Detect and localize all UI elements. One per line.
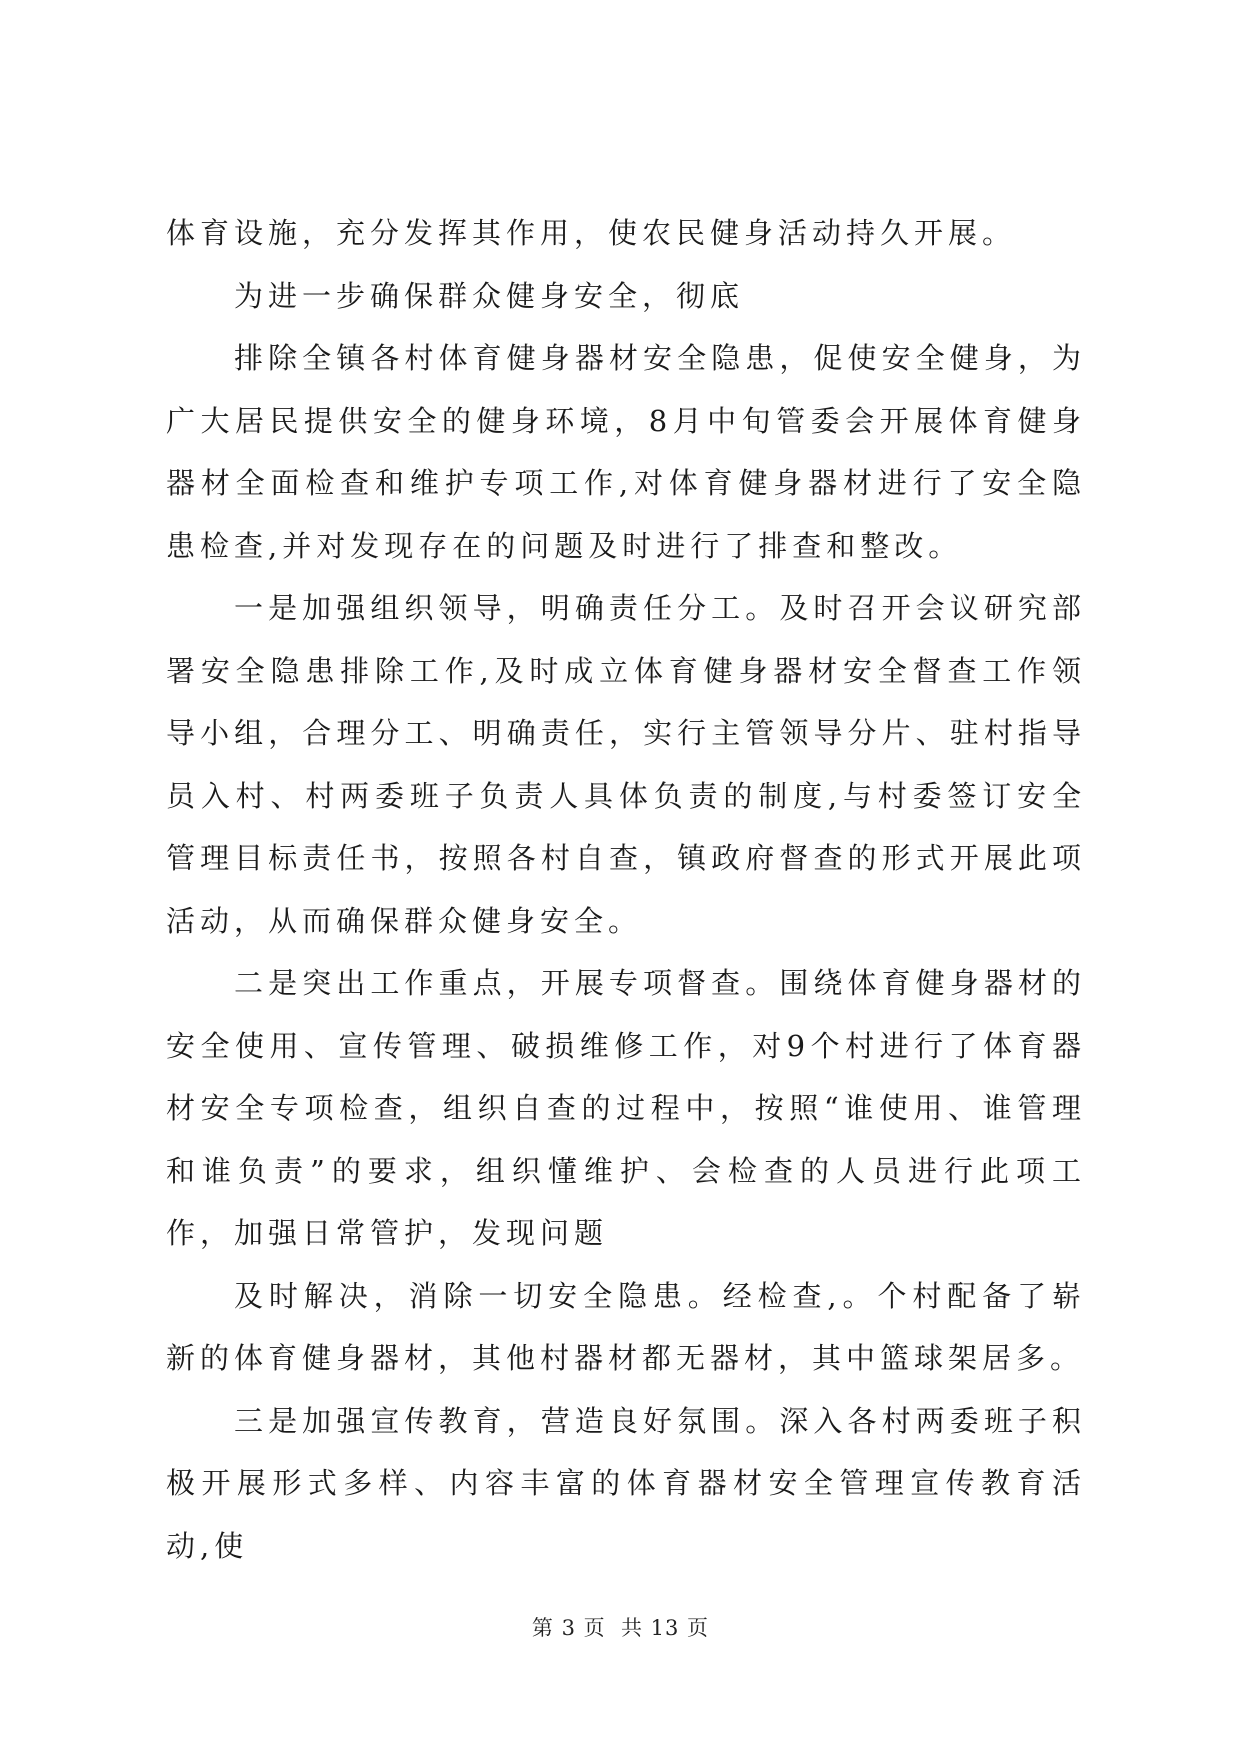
document-body <box>166 202 1086 1577</box>
paragraph-point-two: 二是突出工作重点，开展专项督查。围绕体育健身器材的安全使用、宣传管理、破损维修工作，对9个村进行了体育器材安全专项检查，组织自查的过程中，按照“谁使用、谁管理和谁负责”的要求，组织懂维护、会检查的人员进行此项工作，加强日常管护，发现问题 <box>166 966 1086 1250</box>
paragraph-continuation: 体育设施，充分发挥其作用，使农民健身活动持久开展。 <box>166 216 1017 250</box>
paragraph-point-one: 一是加强组织领导，明确责任分工。及时召开会议研究部署安全隐患排除工作,及时成立体育健身器材安全督查工作领导小组，合理分工、明确责任，实行主管领导分片、驻村指导员入村、村两委班子负责人具体负责的制度,与村委签订安全管理目标责任书，按照各村自查，镇政府督查的形式开展此项活动，从而确保群众健身安全。 <box>166 591 1086 938</box>
paragraph-overview: 排除全镇各村体育健身器材安全隐患，促使安全健身，为广大居民提供安全的健身环境，8月中旬管委会开展体育健身器材全面检查和维护专项工作,对体育健身器材进行了安全隐患检查,并对发现存在的问题及时进行了排查和整改。 <box>166 341 1086 563</box>
page-number-label: 第 3 页 共 13 页 <box>531 1616 710 1640</box>
paragraph-intro-fragment: 为进一步确保群众健身安全，彻底 <box>234 278 745 313</box>
paragraph-point-three: 三是加强宣传教育，营造良好氛围。深入各村两委班子积极开展形式多样、内容丰富的体育器材安全管理宣传教育活动,使 <box>166 1403 1086 1563</box>
page-footer <box>0 1612 1241 1642</box>
paragraph-inspection-result: 及时解决，消除一切安全隐患。经检查,。个村配备了崭新的体育健身器材，其他村器材都无器材，其中篮球架居多。 <box>166 1278 1086 1375</box>
